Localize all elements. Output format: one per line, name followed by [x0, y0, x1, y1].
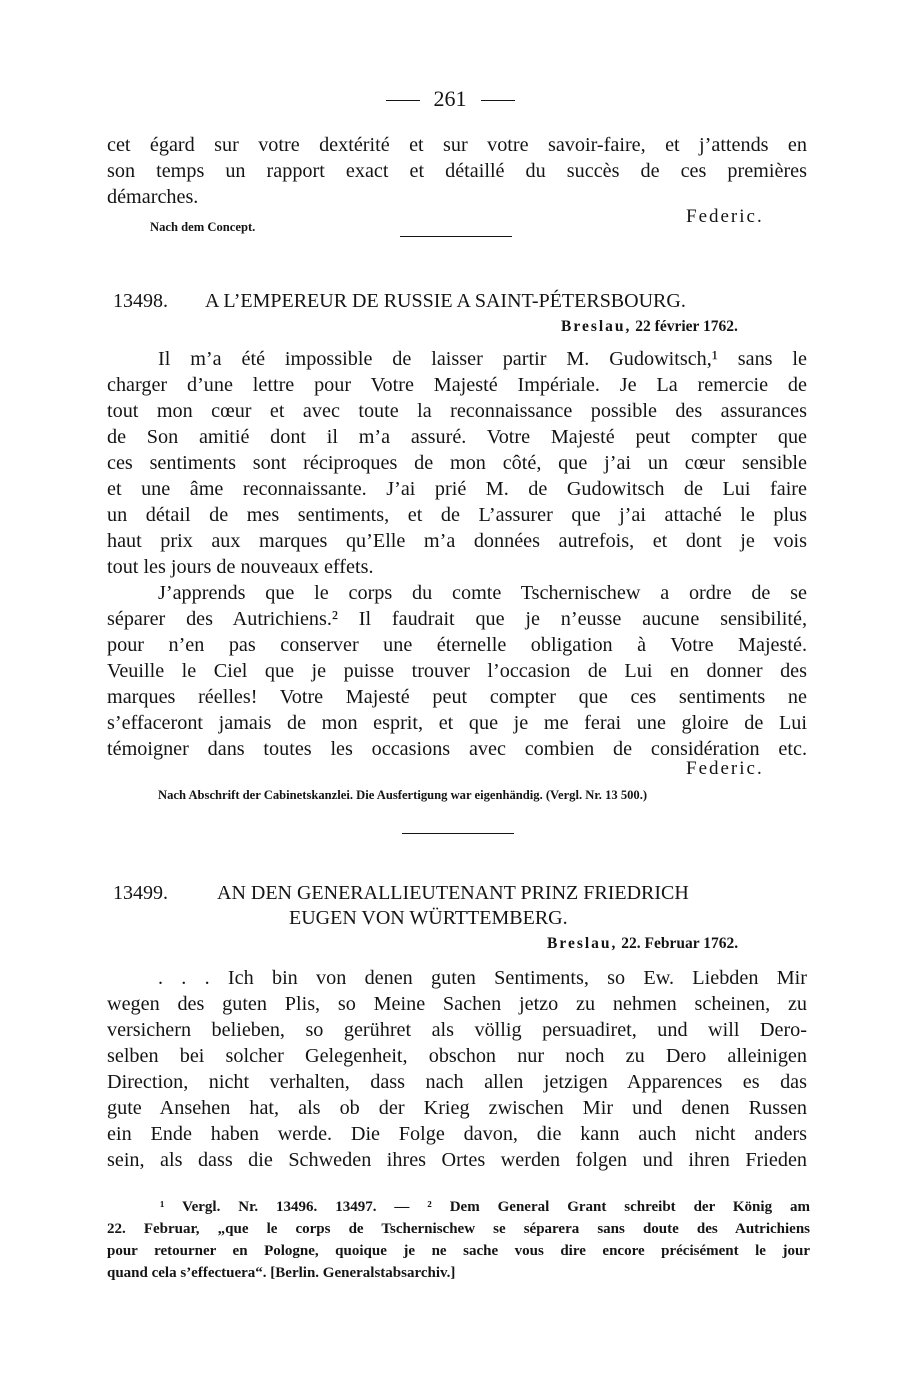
footnote-line: quand cela s’effectuera“. [Berlin. Generalstabsarchiv.] — [107, 1265, 456, 1281]
body-line: selben bei solcher Gelegenheit, obschon nur noch zu Dero alleinigen — [107, 1045, 807, 1067]
page-header — [0, 84, 900, 114]
body-line: haut prix aux marques qu’Elle m’a données autrefois, et dont je vois — [107, 530, 807, 552]
body-line: tout mon cœur et avec toute la reconnaissance possible des assurances — [107, 400, 807, 422]
letter-number: 13499. — [113, 882, 168, 904]
section-divider — [400, 236, 512, 237]
intro-line: son temps un rapport exact et détaillé du succès de ces premières — [107, 160, 807, 182]
letter-title-continued: EUGEN VON WÜRTTEMBERG. — [289, 907, 568, 929]
dateline-date: 22. Februar 1762. — [621, 935, 739, 952]
body-line: témoigner dans toutes les occasions avec combien de considération etc. — [107, 738, 807, 760]
body-line: Il m’a été impossible de laisser partir M. Gudowitsch,¹ sans le — [158, 348, 807, 370]
letter-heading — [113, 288, 813, 314]
source-note: Nach dem Concept. — [150, 220, 256, 234]
letter-number: 13498. — [113, 290, 168, 312]
section-divider — [402, 833, 514, 834]
body-line: pour n’en pas conserver une éternelle obligation à Votre Majesté. — [107, 634, 807, 656]
body-line: tout les jours de nouveaux effets. — [107, 556, 374, 578]
intro-line: cet égard sur votre dextérité et sur votre savoir-faire, et j’attends en — [107, 134, 807, 156]
body-line: J’apprends que le corps du comte Tschernischew a ordre de se — [158, 582, 807, 604]
header-dash-right — [481, 100, 515, 101]
body-line: versichern belieben, so gerühret als völlig persuadiret, und will Dero- — [107, 1019, 807, 1041]
footnote-line: ¹ Vergl. Nr. 13496. 13497. — ² Dem General Grant schreibt der König am — [160, 1199, 810, 1215]
footnote-line: pour retourner en Pologne, quoique je ne sache vous dire encore précisément le jour — [107, 1243, 810, 1259]
body-line: marques réelles! Votre Majesté peut compter que ces sentiments ne — [107, 686, 807, 708]
body-line: de Son amitié dont il m’a assuré. Votre Majesté peut compter que — [107, 426, 807, 448]
body-line: un détail de mes sentiments, et de L’assurer que j’ai attaché le plus — [107, 504, 807, 526]
footnote-line: 22. Februar, „que le corps de Tschernischew se séparera sans doute des Autrichiens — [107, 1221, 810, 1237]
body-line: ein Ende haben werde. Die Folge davon, die kann auch nicht anders — [107, 1123, 807, 1145]
dateline-date: 22 février 1762. — [635, 318, 738, 335]
letter-heading — [113, 880, 813, 906]
body-line: charger d’une lettre pour Votre Majesté Impériale. Je La remercie de — [107, 374, 807, 396]
intro-line: démarches. — [107, 186, 199, 208]
body-line: . . . Ich bin von denen guten Sentiments, so Ew. Liebden Mir — [158, 967, 807, 989]
header-dash-left — [386, 100, 420, 101]
body-line: s’effaceront jamais de mon esprit, et que je me ferai une gloire de Lui — [107, 712, 807, 734]
dateline-place: Breslau, — [547, 935, 618, 952]
body-line: Direction, nicht verhalten, dass nach allen jetzigen Apparences es das — [107, 1071, 807, 1093]
letter-title: A L’EMPEREUR DE RUSSIE A SAINT-PÉTERSBOURG. — [205, 290, 686, 312]
body-line: et une âme reconnaissante. J’ai prié M. de Gudowitsch de Lui faire — [107, 478, 807, 500]
signature: Federic. — [686, 206, 764, 227]
signature: Federic. — [686, 758, 764, 779]
source-note: Nach Abschrift der Cabinetskanzlei. Die Ausfertigung war eigenhändig. (Vergl. Nr. 13 500.) — [158, 788, 648, 802]
body-line: wegen des guten Plis, so Meine Sachen jetzo zu nehmen scheinen, zu — [107, 993, 807, 1015]
body-line: gute Ansehen hat, als ob der Krieg zwischen Mir und denen Russen — [107, 1097, 807, 1119]
letter-title: AN DEN GENERALLIEUTENANT PRINZ FRIEDRICH — [217, 882, 689, 904]
dateline — [547, 935, 738, 953]
body-line: séparer des Autrichiens.² Il faudrait que je n’eusse aucune sensibilité, — [107, 608, 807, 630]
page-number: 261 — [433, 86, 467, 111]
dateline — [561, 318, 738, 336]
body-line: Veuille le Ciel que je puisse trouver l’occasion de Lui en donner des — [107, 660, 807, 682]
dateline-place: Breslau, — [561, 318, 632, 335]
body-line: ces sentiments sont réciproques de mon côté, que j’ai un cœur sensible — [107, 452, 807, 474]
body-line: sein, als dass die Schweden ihres Ortes werden folgen und ihren Frieden — [107, 1149, 807, 1171]
